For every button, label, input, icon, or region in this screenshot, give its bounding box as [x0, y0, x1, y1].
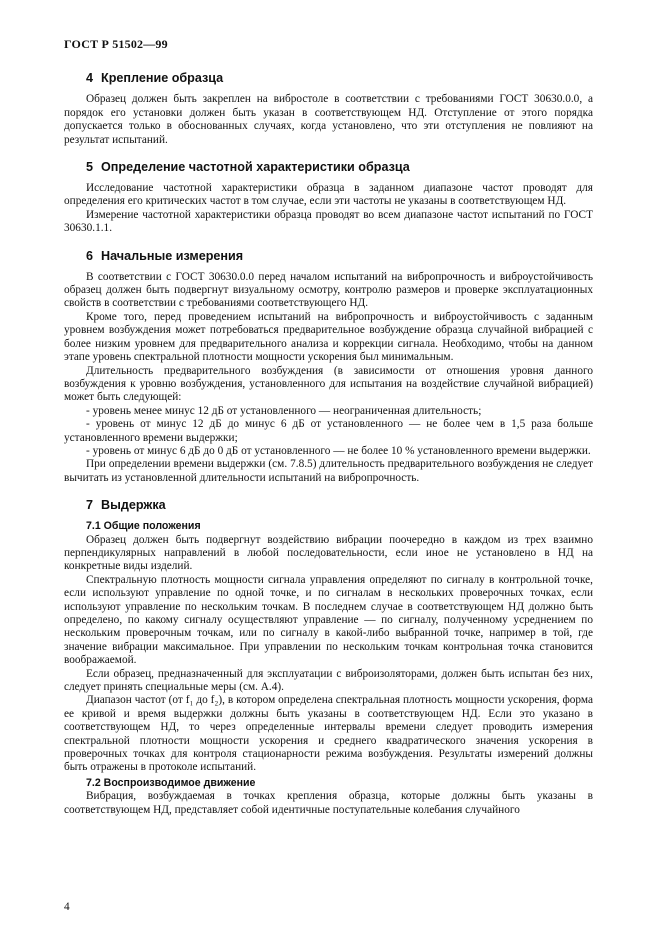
paragraph: Диапазон частот (от f₁ до f₂), в котором определена спектральная плотность мощности ускорения, форма ее кривой и время выдержки должны быть указаны в соответствующем НД. Если это указано в соответствующем НД, то через определенные интервалы времени следует проводить измерения спектральной плотности мощности ускорения и среднего квадратического значения ускорения в проверочных точках для контроля стационарности режима возбуждения. Результаты измерений должны быть отражены в протоколе испытаний.	[64, 694, 593, 774]
paragraph: Длительность предварительного возбуждения (в зависимости от отношения уровня данного возбуждения к уровню возбуждения, установленного для испытания на воздействие случайной вибрацией) может быть следующей:	[64, 364, 593, 404]
section-heading	[86, 160, 593, 175]
list-item: - уровень от минус 12 дБ до минус 6 дБ от установленного — не более чем в 1,5 раза больше установленного времени выдержки;	[64, 418, 593, 444]
paragraph: Образец должен быть закреплен на вибростоле в соответствии с требованиями ГОСТ 30630.0.0, а порядок его установки должен быть указан в соответствующем НД. Отступление от этого порядка допускается только в обоснованных случаях, когда установлено, что эти отступления не повлияют на результат испытаний.	[64, 93, 593, 146]
page-number: 4	[64, 901, 70, 913]
paragraph: Образец должен быть подвергнут воздействию вибрации поочередно в каждом из трех взаимно перпендикулярных направлений в любой последовательности, если иное не установлено в НД на конкретные виды изделий.	[64, 533, 593, 573]
section-5	[64, 160, 593, 236]
list-item: - уровень от минус 6 дБ до 0 дБ от установленного — не более 10 % установленного времени выдержки.	[86, 444, 591, 457]
section-heading	[86, 71, 593, 86]
subsection-title: 7.2 Воспроизводимое движение	[86, 776, 256, 789]
section-4	[64, 71, 593, 147]
section-heading	[86, 498, 593, 513]
section-heading	[86, 249, 593, 264]
section-number: 6	[86, 248, 94, 263]
section-7	[64, 498, 593, 817]
section-6	[64, 249, 593, 486]
section-title: Начальные измерения	[101, 248, 244, 263]
section-title: Определение частотной характеристики образца	[101, 160, 410, 175]
paragraph: Спектральную плотность мощности сигнала управления определяют по сигналу в контрольной точке, если используют управление по одной точке, и по сигналам в нескольких проверочных точках, если используют управление по нескольким точкам. В последнем случае в соответствующем НД должно быть определено, по какому сигналу осуществляют управление — по сигналу, полученному усреднением по нескольким проверочным точкам, или по сигналу в какой-либо выбранной точке, например в той, где значение вибрации максимальное. При управлении по нескольким точкам контрольная точка становится воображаемой.	[64, 573, 593, 667]
paragraph: Исследование частотной характеристики образца в заданном диапазоне частот проводят для определения его критических частот в том случае, если эти частоты не указаны в соответствующем НД.	[64, 182, 593, 208]
subsection-title: 7.1 Общие положения	[86, 520, 201, 533]
section-number: 7	[86, 498, 94, 513]
paragraph: В соответствии с ГОСТ 30630.0.0 перед началом испытаний на вибропрочность и виброустойчивость образец должен быть подвергнут визуальному осмотру, контролю размеров и проверке эксплуатационных свойств в соответствии с требованиями соответствующего НД.	[64, 270, 593, 310]
paragraph: При определении времени выдержки (см. 7.8.5) длительность предварительного возбуждения не следует вычитать из установленной длительности испытаний на вибропрочность.	[64, 458, 593, 484]
section-number: 4	[86, 71, 94, 86]
document-header: ГОСТ Р 51502—99	[64, 37, 168, 51]
paragraph: Если образец, предназначенный для эксплуатации с виброизоляторами, должен быть испытан без них, следует принять специальные меры (см. А.4).	[64, 667, 593, 694]
paragraph: Вибрация, возбуждаемая в точках крепления образца, которые должны быть указаны в соответствующем НД, представляет собой идентичные поступательные колебания случайного	[64, 790, 593, 816]
section-title: Выдержка	[101, 498, 166, 513]
section-title: Крепление образца	[101, 71, 224, 86]
list-item: - уровень менее минус 12 дБ от установленного — неограниченная длительность;	[86, 404, 482, 417]
paragraph: Измерение частотной характеристики образца проводят во всем диапазоне частот испытаний по ГОСТ 30630.1.1.	[64, 208, 593, 235]
paragraph: Кроме того, перед проведением испытаний на вибропрочность и виброустойчивость с заданным уровнем возбуждения может потребоваться предварительное возбуждение образца случайной вибрацией с более низким уровнем для предварительного анализа и коррекции сигнала. Необходимо, чтобы на данном этапе уровень спектральной плотности мощности ускорения был минимальным.	[64, 310, 593, 364]
section-number: 5	[86, 160, 94, 175]
